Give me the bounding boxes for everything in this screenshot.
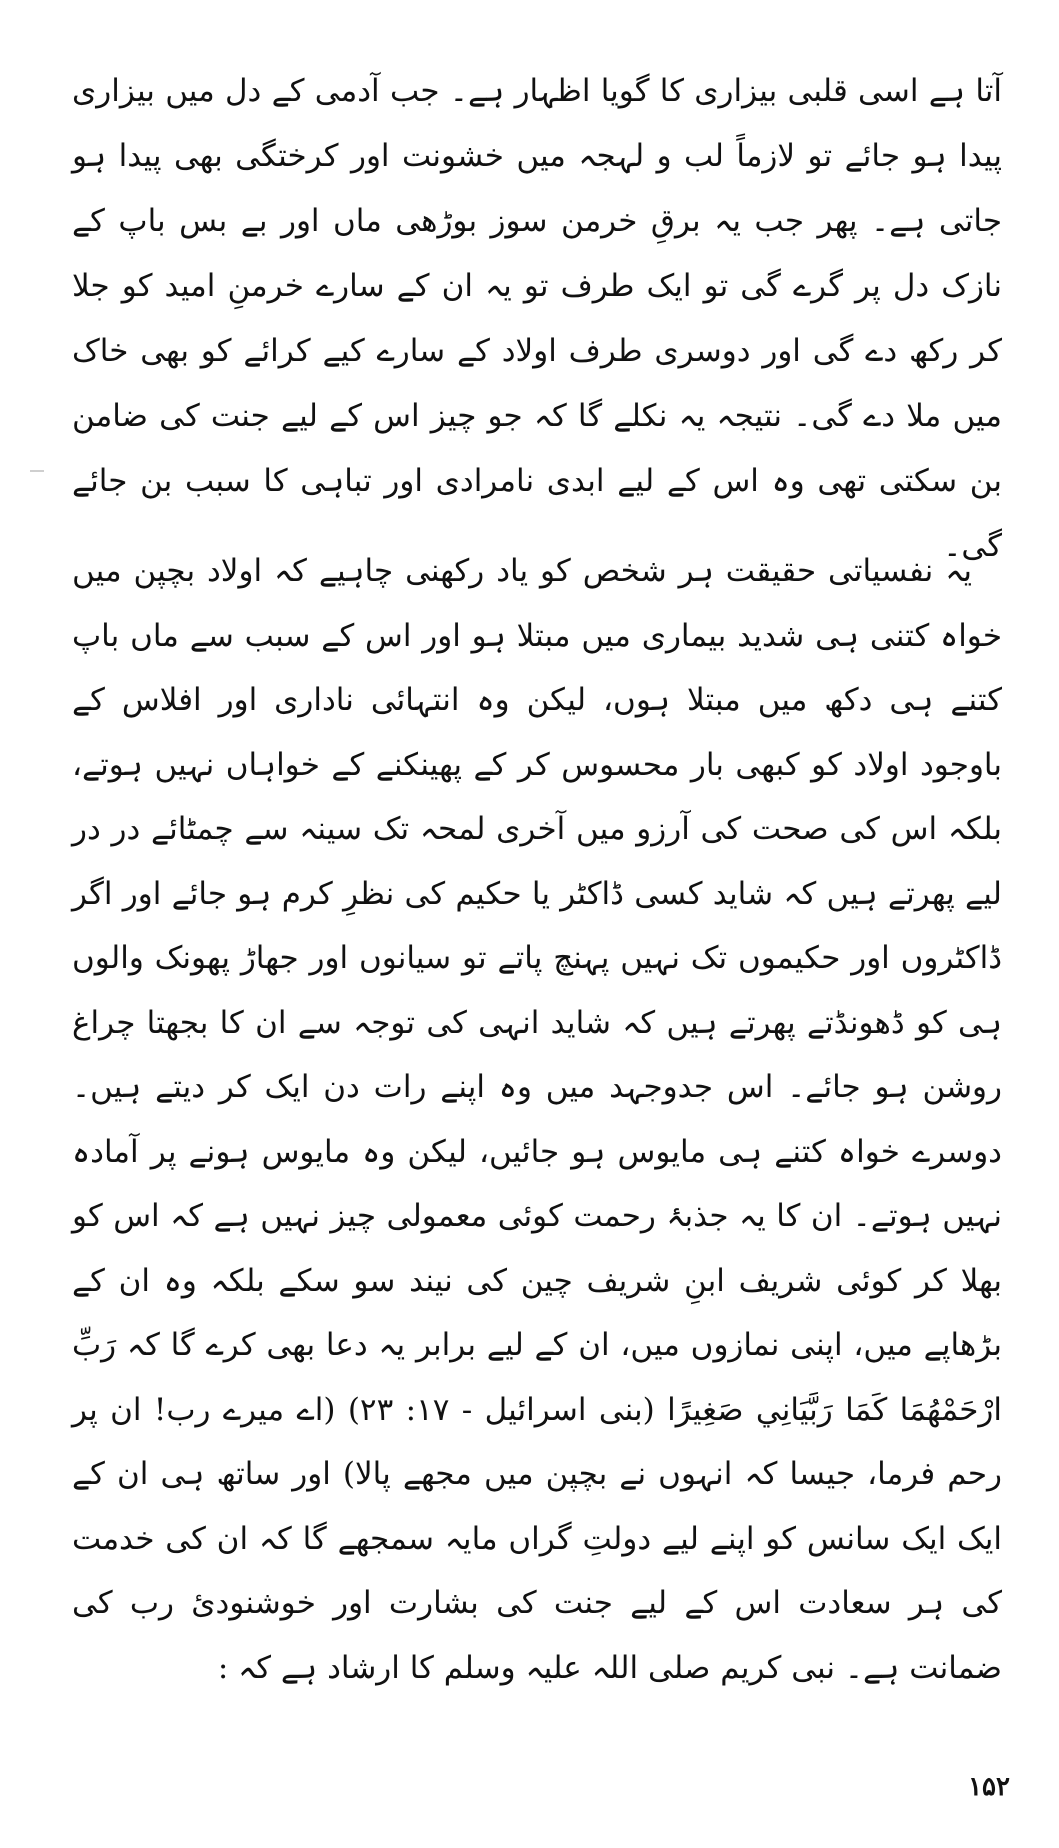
- page-number: ۱۵۲: [968, 1772, 1010, 1802]
- paragraph-1: آتا ہے اسی قلبی بیزاری کا گویا اظہار ہے۔ جب آدمی کے دل میں بیزاری پیدا ہو جائے تو لازماً لب و لہجہ میں خشونت اور کرختگی بھی پیدا ہو جاتی ہے۔ پھر جب یہ برقِ خرمن سوز بوڑھی ماں اور بے بس باپ کے نازک دل پر گرے گی تو ایک طرف تو یہ ان کے سارے خرمنِ امید کو جلا کر رکھ دے گی اور دوسری طرف اولاد کے سارے کیے کرائے کو بھی خاک میں ملا دے گی۔ نتیجہ یہ نکلے گا کہ جو چیز اس کے لیے جنت کی ضامن بن سکتی تھی وہ اس کے لیے ابدی نامرادی اور تباہی کا سبب بن جائے گی۔: [72, 73, 1002, 564]
- paragraph-2: یہ نفسیاتی حقیقت ہر شخص کو یاد رکھنی چاہیے کہ اولاد بچپن میں خواہ کتنی ہی شدید بیماری میں مبتلا ہو اور اس کے سبب سے ماں باپ کتنے ہی دکھ میں مبتلا ہوں، لیکن وہ انتہائی ناداری اور افلاس کے باوجود اولاد کو کبھی بار محسوس کر کے پھینکنے کے خواہاں نہیں ہوتے، بلکہ اس کی صحت کی آرزو میں آخری لمحہ تک سینہ سے چمٹائے در در لیے پھرتے ہیں کہ شاید کسی ڈاکٹر یا حکیم کی نظرِ کرم ہو جائے اور اگر ڈاکٹروں اور حکیموں تک نہیں پہنچ پاتے تو سیانوں اور جھاڑ پھونک والوں ہی کو ڈھونڈتے پھرتے ہیں کہ شاید انہی کی توجہ سے ان کا بجھتا چراغ روشن ہو جائے۔ اس جدوجہد میں وہ اپنے رات دن ایک کر دیتے ہیں۔ دوسرے خواہ کتنے ہی مایوس ہو جائیں، لیکن وہ مایوس ہونے پر آمادہ نہیں ہوتے۔ ان کا یہ جذبۂ رحمت کوئی معمولی چیز نہیں ہے کہ اس کو بھلا کر کوئی شریف ابنِ شریف چین کی نیند سو سکے بلکہ وہ ان کے بڑھاپے میں، اپنی نمازوں میں، ان کے لیے برابر یہ دعا بھی کرے گا کہ رَبِّ ارْحَمْهُمَا كَمَا رَبَّيَانِي صَغِيرًا (بنی اسرائیل - ۱۷: ۲۳) (اے میرے رب! ان پر رحم فرما، جیسا کہ انہوں نے بچپن میں مجھے پالا) اور ساتھ ہی ان کے ایک ایک سانس کو اپنے لیے دولتِ گراں مایہ سمجھے گا کہ ان کی خدمت کی ہر سعادت اس کے لیے جنت کی بشارت اور خوشنودیٔ رب کی ضمانت ہے۔ نبی کریم صلی اللہ علیہ وسلم کا ارشاد ہے کہ :: [72, 553, 1002, 1686]
- margin-mark: [30, 470, 44, 472]
